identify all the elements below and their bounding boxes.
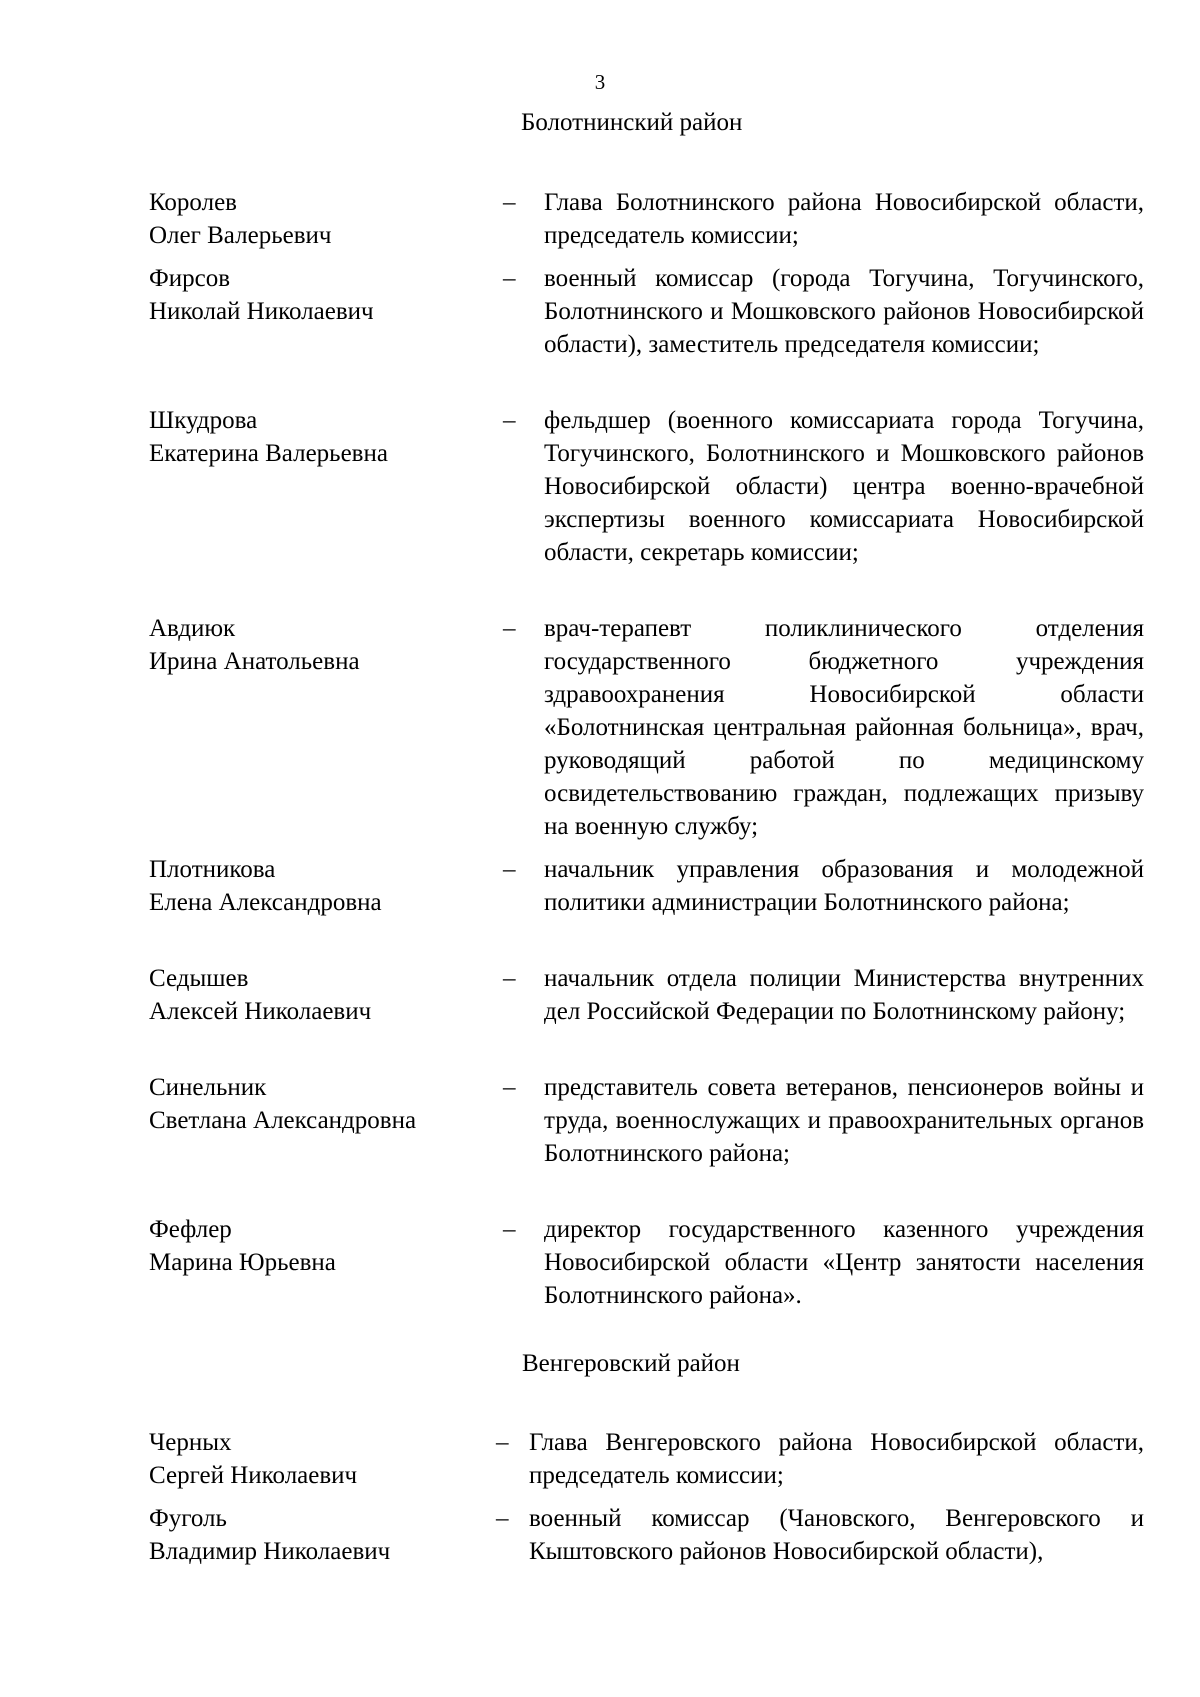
member-dash: – bbox=[503, 856, 516, 883]
member-dash: – bbox=[503, 965, 516, 992]
member-role: врач-терапевт поликлинического отделения государственного бюджетного учреждения здравоохранения Новосибирской области «Болотнинская центральная районная больница», врач, руководящий работой по медицинскому освидетельствованию граждан, подлежащих призыву на военную службу; bbox=[544, 615, 1144, 840]
member-given-names: Владимир Николаевич bbox=[149, 1538, 391, 1565]
member-surname: Фирсов bbox=[149, 265, 231, 292]
member-surname: Шкудрова bbox=[149, 407, 258, 434]
member-given-names: Сергей Николаевич bbox=[149, 1462, 358, 1489]
member-given-names: Екатерина Валерьевна bbox=[149, 440, 388, 467]
member-role: военный комиссар (Чановского, Венгеровского и Кыштовского районов Новосибирской области), bbox=[529, 1505, 1144, 1565]
member-dash: – bbox=[503, 189, 516, 216]
member-surname: Плотникова bbox=[149, 856, 276, 883]
member-given-names: Елена Александровна bbox=[149, 889, 382, 916]
member-role: Глава Болотнинского района Новосибирской области, председатель комиссии; bbox=[544, 189, 1144, 249]
member-given-names: Марина Юрьевна bbox=[149, 1249, 336, 1276]
member-role: Глава Венгеровского района Новосибирской области, председатель комиссии; bbox=[529, 1429, 1144, 1489]
member-surname: Авдиюк bbox=[149, 615, 236, 642]
member-given-names: Ирина Анатольевна bbox=[149, 648, 360, 675]
member-dash: – bbox=[503, 265, 516, 292]
member-dash: – bbox=[503, 615, 516, 642]
member-dash: – bbox=[496, 1505, 509, 1532]
member-surname: Фефлер bbox=[149, 1216, 232, 1243]
member-role: директор государственного казенного учреждения Новосибирской области «Центр занятости населения Болотнинского района». bbox=[544, 1216, 1144, 1309]
member-role: начальник управления образования и молодежной политики администрации Болотнинского района; bbox=[544, 856, 1144, 916]
member-dash: – bbox=[503, 407, 516, 434]
member-given-names: Светлана Александровна bbox=[149, 1107, 417, 1134]
member-role: представитель совета ветеранов, пенсионеров войны и труда, военнослужащих и правоохранительных органов Болотнинского района; bbox=[544, 1074, 1144, 1167]
member-given-names: Алексей Николаевич bbox=[149, 998, 372, 1025]
member-role: начальник отдела полиции Министерства внутренних дел Российской Федерации по Болотнинскому району; bbox=[544, 965, 1144, 1025]
page-number: 3 bbox=[594, 70, 606, 94]
member-surname: Синельник bbox=[149, 1074, 267, 1101]
member-dash: – bbox=[496, 1429, 509, 1456]
section-heading: Болотнинский район bbox=[521, 109, 743, 136]
member-surname: Фуголь bbox=[149, 1505, 227, 1532]
member-dash: – bbox=[503, 1216, 516, 1243]
member-given-names: Николай Николаевич bbox=[149, 298, 374, 325]
member-surname: Черных bbox=[149, 1429, 232, 1456]
member-surname: Королев bbox=[149, 189, 237, 216]
section-heading: Венгеровский район bbox=[522, 1350, 740, 1377]
member-given-names: Олег Валерьевич bbox=[149, 222, 332, 249]
member-role: фельдшер (военного комиссариата города Тогучина, Тогучинского, Болотнинского и Мошковского районов Новосибирской области) центра военно-врачебной экспертизы военного комиссариата Новосибирской области, секретарь комиссии; bbox=[544, 407, 1144, 566]
member-role: военный комиссар (города Тогучина, Тогучинского, Болотнинского и Мошковского районов Новосибирской области), заместитель председателя комиссии; bbox=[544, 265, 1144, 358]
member-surname: Седышев bbox=[149, 965, 249, 992]
member-dash: – bbox=[503, 1074, 516, 1101]
